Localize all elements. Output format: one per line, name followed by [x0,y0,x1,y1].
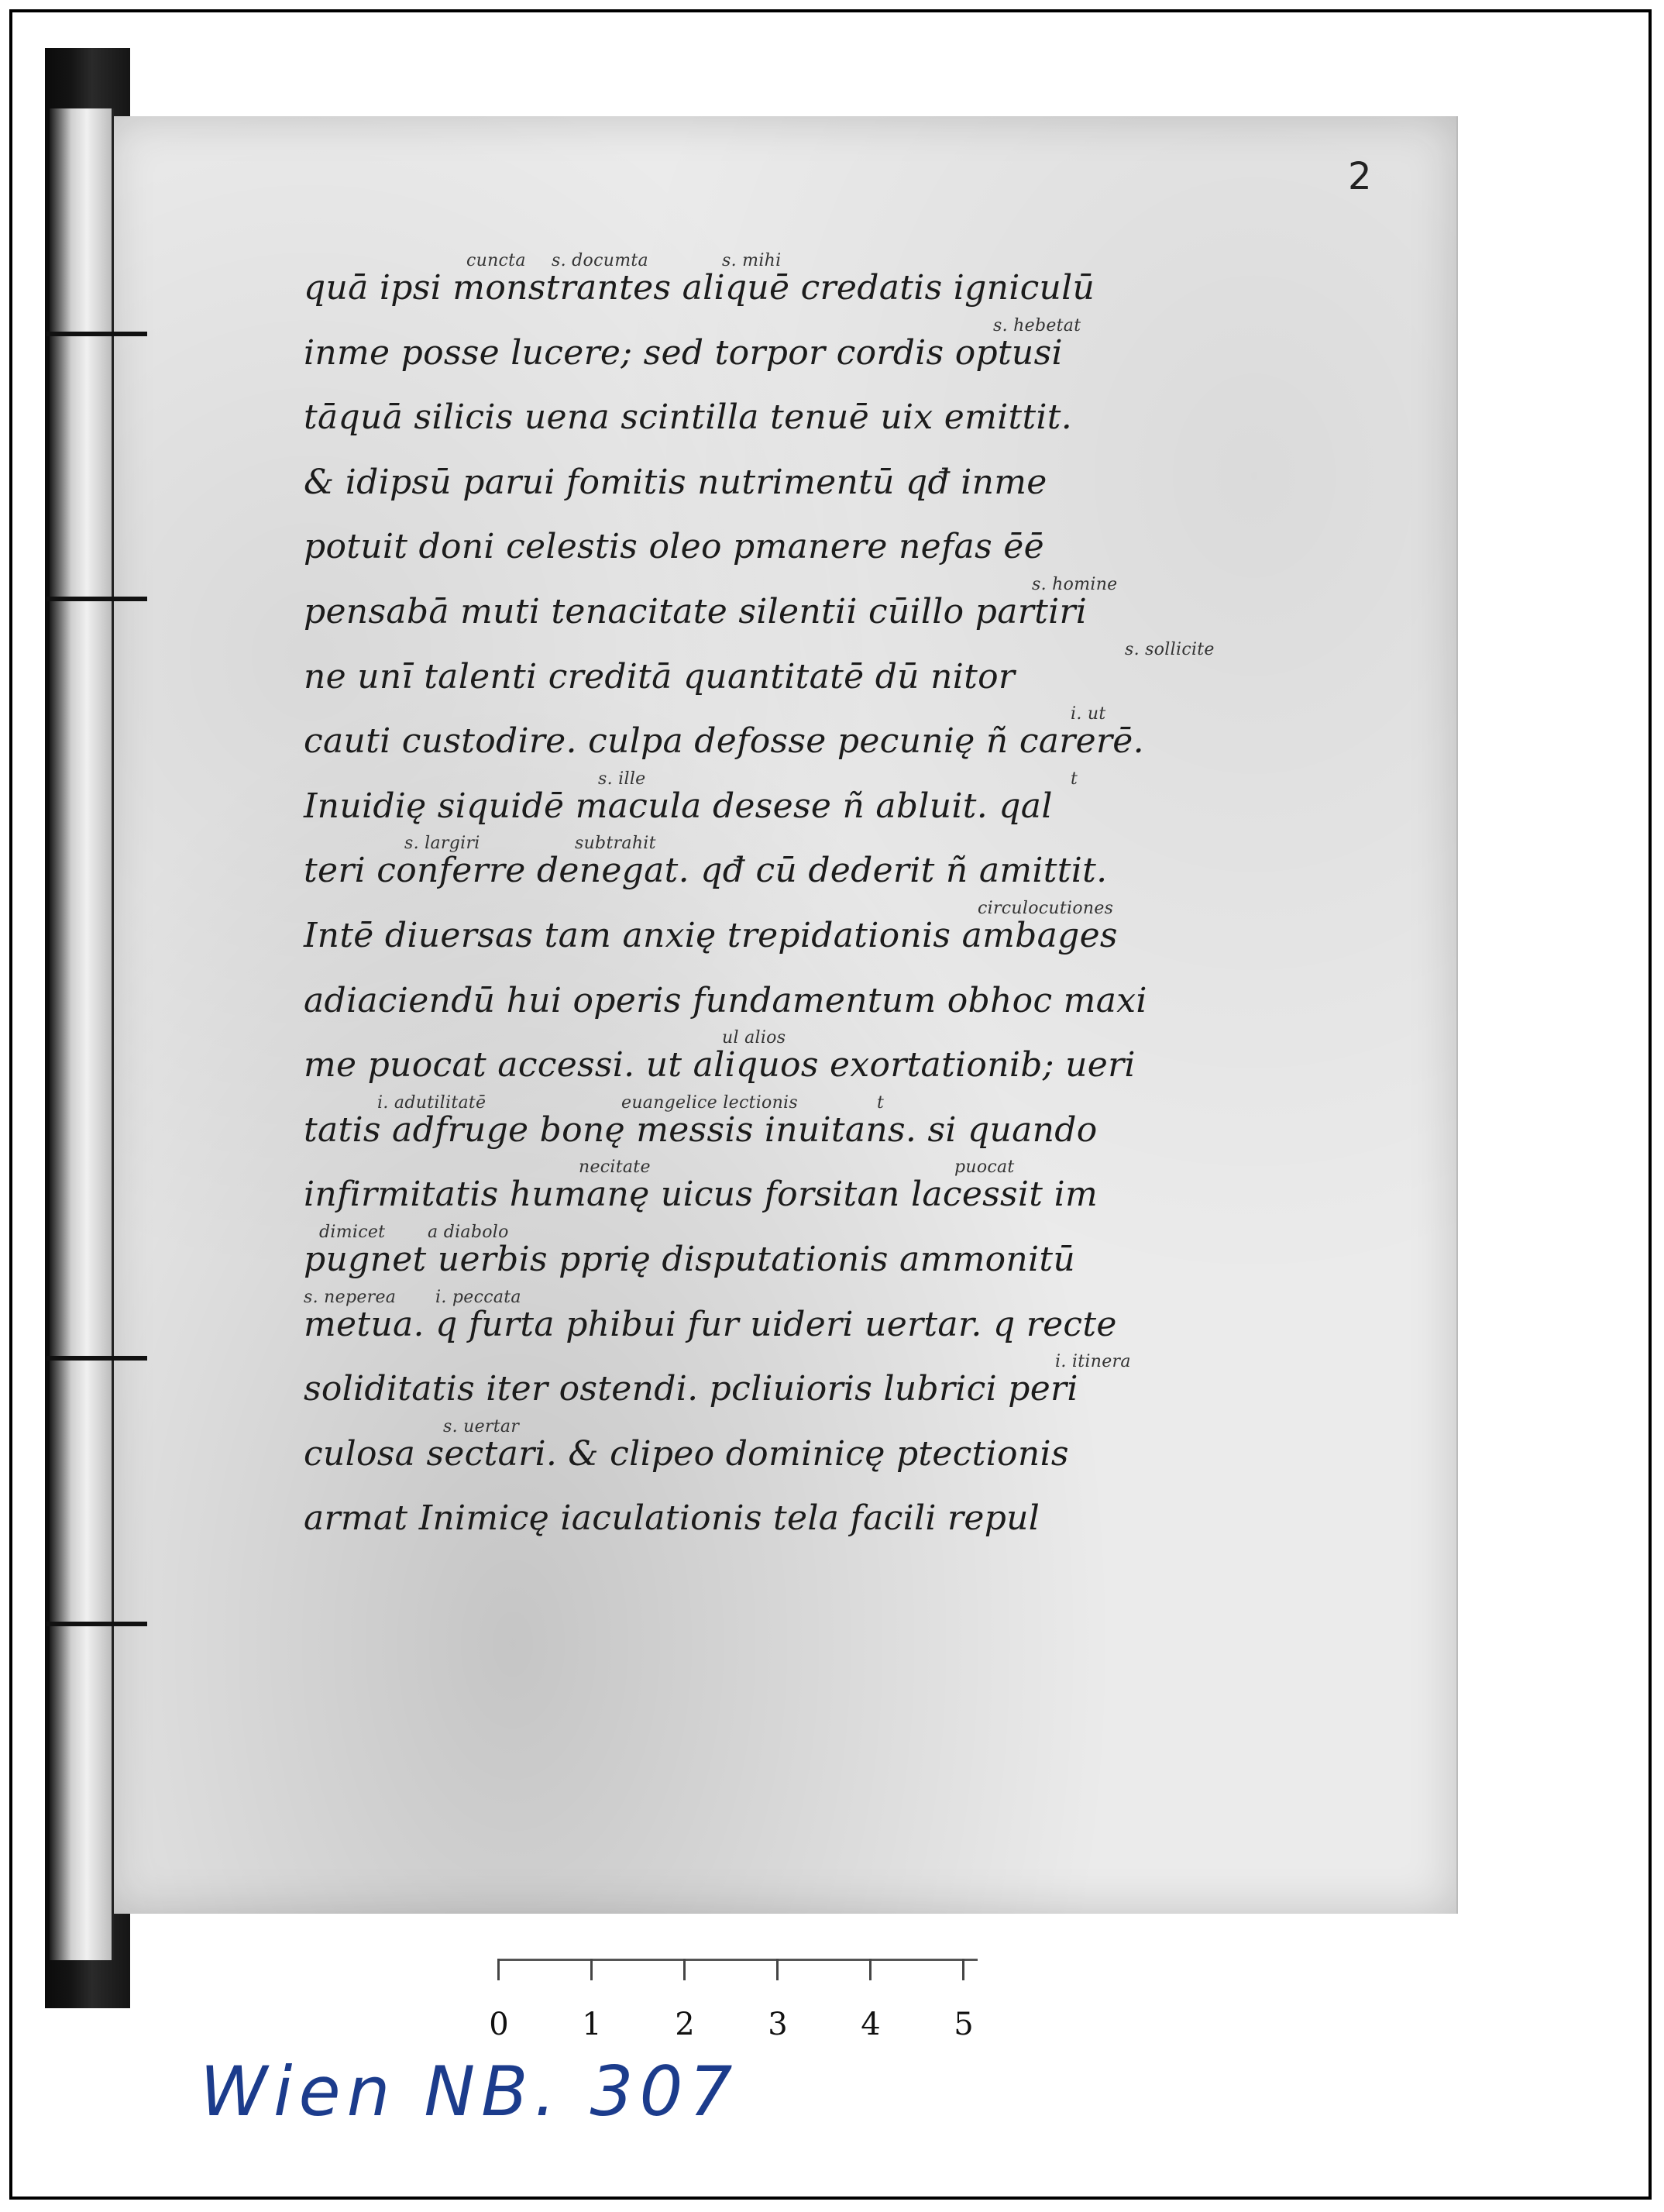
manuscript-line: soliditatis iter ostendi. pcliuioris lubrici peri i. itinera [304,1352,1131,1409]
interlinear-gloss: s. hebetat [993,315,1081,335]
manuscript-line: tatis adfruge bonę messis inuitans. si quando i. adutilitatē euangelice lectionis t [304,1092,1098,1150]
interlinear-gloss: s. neperea [304,1287,397,1307]
scale-tick [590,1959,593,1980]
interlinear-gloss: t [1071,769,1078,789]
interlinear-gloss: i. itinera [1055,1352,1131,1372]
interlinear-gloss: s. ille [598,769,646,789]
manuscript-line: cauti custodire. culpa defosse pecunię ñ carerē. i. ut [304,704,1144,762]
manuscript-line: infirmitatis humanę uicus forsitan lacessit im necitate puocat [304,1158,1098,1215]
interlinear-gloss: s. uertar [443,1416,520,1436]
interlinear-gloss: t [877,1092,885,1113]
binding-stitch [46,332,147,336]
scale-tick-label: 4 [861,2007,881,2042]
interlinear-gloss: circulocutiones [978,898,1114,918]
manuscript-line: ne unī talenti creditā quantitatē dū nitor s. sollicite [304,639,1215,697]
interlinear-gloss: puocat [954,1158,1015,1178]
scale-tick [683,1959,686,1980]
interlinear-gloss: s. sollicite [1125,639,1215,659]
manuscript-line: tāquā silicis uena scintilla tenuē uix emittit. [304,397,1073,438]
scale-tick [962,1959,964,1980]
manuscript-line: adiaciendū hui operis fundamentum obhoc maxi [304,980,1147,1020]
scale-tick [497,1959,500,1980]
interlinear-gloss: cuncta [466,251,526,270]
manuscript-line: quā ipsi monstrantes aliquē credatis igniculū cuncta s. documta s. mihi [304,251,1095,308]
manuscript-line: & idipsū parui fomitis nutrimentū qđ inme [304,462,1047,502]
interlinear-gloss: dimicet [319,1222,386,1242]
shelfmark-annotation: Wien NB. 307 [200,2052,739,2131]
interlinear-gloss: i. adutilitatē [377,1092,486,1113]
manuscript-line: inme posse lucere; sed torpor cordis optusi s. hebetat [304,315,1081,373]
manuscript-line: pensabā muti tenacitate silentii cūillo partiri s. homine [304,574,1118,631]
binding-stitch [46,597,147,601]
manuscript-line: pugnet uerbis pprię disputationis ammonitū dimicet a diabolo [304,1222,1076,1279]
binding-stitch [46,1356,147,1361]
interlinear-gloss: i. ut [1071,704,1106,724]
scale-tick-label: 0 [489,2007,509,2042]
interlinear-gloss: a diabolo [428,1222,509,1242]
scale-tick-label: 3 [768,2007,788,2042]
interlinear-gloss: s. homine [1032,574,1118,594]
scale-tick-label: 2 [675,2007,695,2042]
page-fold [50,108,114,1960]
scale-tick-label: 1 [582,2007,602,2042]
scale-tick [776,1959,779,1980]
interlinear-gloss: i. peccata [435,1287,521,1307]
folio-number: 2 [1348,155,1372,198]
interlinear-gloss: euangelice lectionis [621,1092,798,1113]
interlinear-gloss: s. mihi [722,251,782,270]
manuscript-line: armat Inimicę iaculationis tela facili repul [304,1498,1040,1539]
manuscript-line: Intē diuersas tam anxię trepidationis ambages circulocutiones [304,898,1118,955]
binding-stitch [46,1622,147,1626]
manuscript-line: culosa sectari. & clipeo dominicę ptectionis s. uertar [304,1416,1069,1474]
manuscript-line: Inuidię siquidē macula desese ñ abluit. qal s. ille t [304,769,1078,826]
manuscript-line: teri conferre denegat. qđ cū dederit ñ amittit. s. largiri subtrahit [304,834,1108,891]
scale-bar [497,1959,978,1961]
interlinear-gloss: subtrahit [575,834,656,854]
interlinear-gloss: ul alios [722,1028,786,1048]
interlinear-gloss: s. largiri [404,834,480,854]
manuscript-line: potuit doni celestis oleo pmanere nefas ēē [304,527,1044,567]
interlinear-gloss: necitate [579,1158,651,1178]
scale-tick-label: 5 [954,2007,974,2042]
manuscript-line: metua. q furta phibui fur uideri uertar. q recte s. neperea i. peccata [304,1287,1117,1344]
scale-tick [869,1959,872,1980]
manuscript-line: me puocat accessi. ut aliquos exortationib; ueri ul alios [304,1028,1136,1085]
interlinear-gloss: s. documta [552,251,648,270]
manuscript-text-block [304,251,1215,1551]
